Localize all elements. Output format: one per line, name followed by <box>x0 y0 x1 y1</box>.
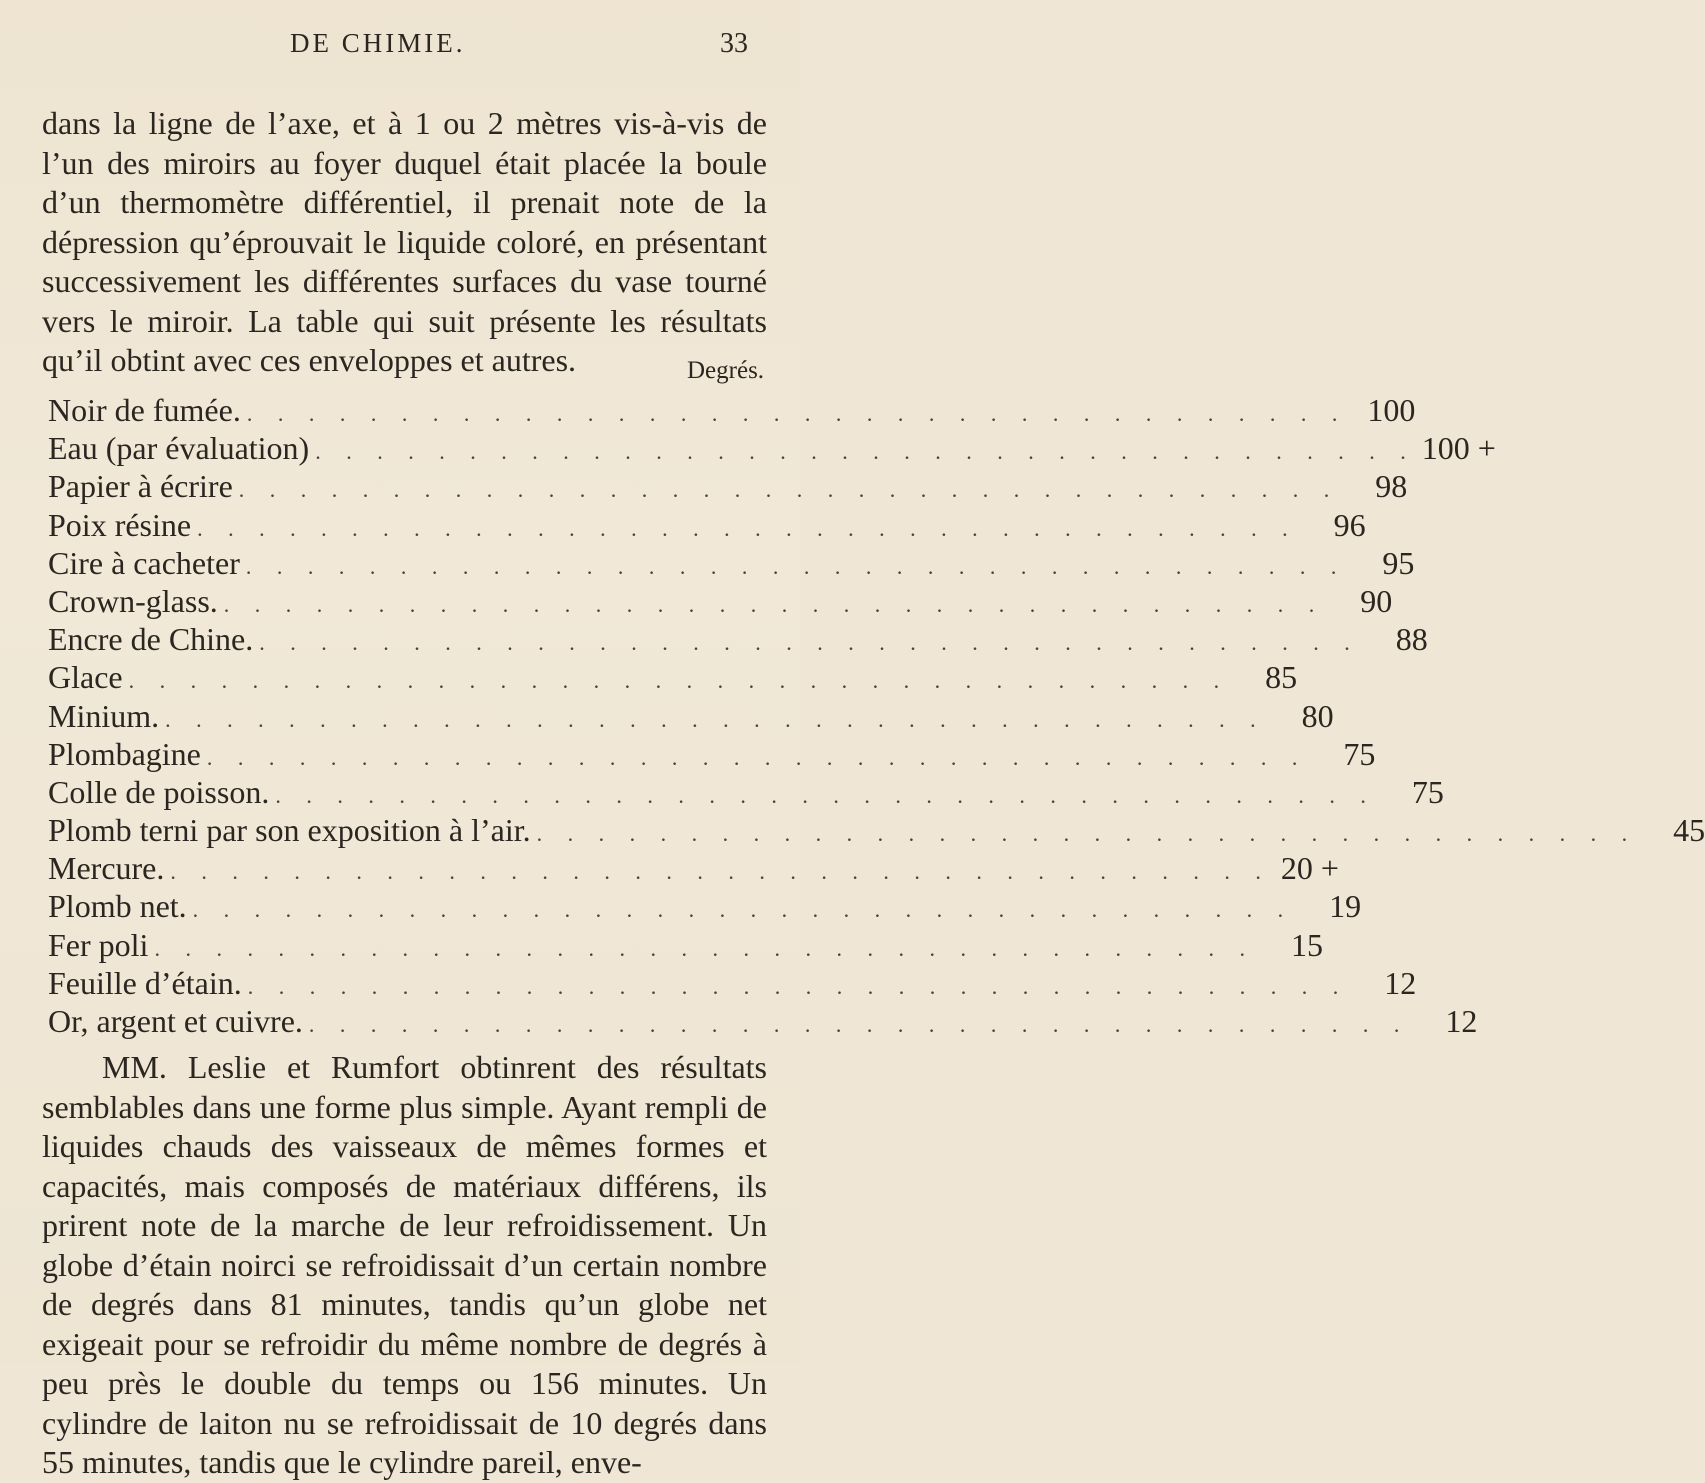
dot-leader: . . . . . . . . . . . . . . . . . . . . . . . . . . . . . . . . . . . . <box>165 706 1266 732</box>
table-row <box>48 926 1323 965</box>
row-value: 45 <box>1673 812 1705 849</box>
table-row <box>48 430 1496 468</box>
row-label: Feuille d’étain. <box>48 964 242 1001</box>
outro-paragraph: MM. Leslie et Rumfort obtinrent des résultats semblables dans une forme plus simple. Ayant rempli de liquides chauds des vaisseaux de mêmes formes et capacités, mais composés de matériaux différens, ils prirent note de la marche de leur refroidissement. Un globe d’étain noirci se refroidissait d’un certain nombre de degrés dans 81 minutes, tandis qu’un globe net exigeait pour se refroidir du même nombre de degrés à peu près le double du temps ou 156 minutes. Un cylindre de laiton nu se refroidissait de 10 degrés dans 55 minutes, tandis que le cylindre pareil, enve- <box>42 1049 767 1480</box>
dot-leader: . . . . . . . . . . . . . . . . . . . . . . . . . . . . . . . . . . . . <box>308 1012 1410 1037</box>
row-value: 100 <box>1367 392 1416 428</box>
row-value: 100 + <box>1421 430 1496 467</box>
table-row <box>48 621 1428 659</box>
row-label: Or, argent et cuivre. <box>48 1003 303 1039</box>
row-value: 12 <box>1445 1003 1478 1039</box>
table-row <box>48 850 1339 888</box>
table-row <box>48 659 1298 697</box>
dot-leader: . . . . . . . . . . . . . . . . . . . . . . . . . . . . . . . . . . . . <box>170 859 1271 885</box>
intro-paragraph: dans la ligne de l’axe, et à 1 ou 2 mètres vis-à-vis de l’un des miroirs au foyer duquel était placée la boule d’un thermomètre différentiel, il prenait note de la dépression qu’éprouvait le liquide coloré, en présentant successivement les différentes surfaces du vase tourné vers le miroir. La table qui suit présente les résultats qu’il obtint avec ces enveloppes et autres. <box>42 105 767 378</box>
dot-leader: . . . . . . . . . . . . . . . . . . . . . . . . . . . . . . . . . . . . <box>246 401 1348 426</box>
row-label: Minium. <box>48 697 160 734</box>
row-label: Mercure. <box>48 850 165 887</box>
table-row <box>48 582 1393 621</box>
dot-leader: . . . . . . . . . . . . . . . . . . . . . . . . . . . . . . . . . . . . <box>238 477 1340 503</box>
row-label: Fer poli <box>48 926 149 963</box>
row-label: Plomb net. <box>48 888 187 925</box>
table-row <box>48 888 1362 926</box>
results-table <box>48 392 1705 1041</box>
row-label: Eau (par évaluation) <box>48 430 310 467</box>
dot-leader: . . . . . . . . . . . . . . . . . . . . . . . . . . . . . . . . . . . . <box>315 439 1416 465</box>
dot-leader: . . . . . . . . . . . . . . . . . . . . . . . . . . . . . . . . . . . . <box>197 515 1298 541</box>
row-label: Colle de poisson. <box>48 773 270 810</box>
table-row <box>48 812 1705 850</box>
row-label: Plomb terni par son exposition à l’air. <box>48 812 531 849</box>
dot-leader: . . . . . . . . . . . . . . . . . . . . . . . . . . . . . . . . . . . . <box>275 782 1376 808</box>
row-label: Glace <box>48 659 123 696</box>
row-value: 12 <box>1384 964 1417 1001</box>
table-row <box>48 392 1416 430</box>
dot-leader: . . . . . . . . . . . . . . . . . . . . . . . . . . . . . . . . . . . . <box>128 668 1230 694</box>
row-value: 75 <box>1411 773 1444 810</box>
row-label: Papier à écrire <box>48 468 233 505</box>
dot-leader: . . . . . . . . . . . . . . . . . . . . . . . . . . . . . . . . . . . . <box>223 591 1325 617</box>
row-label: Poix résine <box>48 506 192 543</box>
row-label: Cire à cacheter <box>48 544 240 581</box>
row-label: Encre de Chine. <box>48 621 254 658</box>
table-row <box>48 468 1408 506</box>
row-value: 90 <box>1360 582 1393 619</box>
row-label: Crown-glass. <box>48 582 218 619</box>
row-value: 85 <box>1265 659 1298 696</box>
row-value: 95 <box>1382 544 1415 581</box>
row-value: 75 <box>1343 735 1376 772</box>
table-row <box>48 506 1366 545</box>
row-value: 88 <box>1395 621 1428 658</box>
table-row <box>48 773 1444 812</box>
table-row <box>48 544 1415 583</box>
dot-leader: . . . . . . . . . . . . . . . . . . . . . . . . . . . . . . . . . . . . <box>154 935 1255 961</box>
running-head <box>0 28 800 68</box>
table-row <box>48 735 1376 774</box>
row-value: 19 <box>1329 888 1362 925</box>
page-number: 33 <box>720 28 748 59</box>
dot-leader: . . . . . . . . . . . . . . . . . . . . . . . . . . . . . . . . . . . . <box>245 553 1347 579</box>
row-label: Plombagine <box>48 735 201 772</box>
table-row <box>48 1003 1478 1041</box>
dot-leader: . . . . . . . . . . . . . . . . . . . . . . . . . . . . . . . . . . . . <box>247 973 1349 999</box>
table-row <box>48 697 1334 736</box>
dot-leader: . . . . . . . . . . . . . . . . . . . . . . . . . . . . . . . . . . . . <box>259 630 1360 656</box>
row-value: 80 <box>1301 697 1334 734</box>
row-value: 98 <box>1375 468 1408 505</box>
row-value: 96 <box>1333 506 1366 543</box>
row-label: Noir de fumée. <box>48 392 241 428</box>
running-title: DE CHIMIE. <box>290 28 466 58</box>
row-value: 15 <box>1290 926 1323 963</box>
dot-leader: . . . . . . . . . . . . . . . . . . . . . . . . . . . . . . . . . . . . <box>206 744 1308 770</box>
table-row <box>48 964 1417 1003</box>
row-value: 20 + <box>1280 850 1339 887</box>
dot-leader: . . . . . . . . . . . . . . . . . . . . . . . . . . . . . . . . . . . . <box>192 897 1294 923</box>
dot-leader: . . . . . . . . . . . . . . . . . . . . . . . . . . . . . . . . . . . . <box>536 821 1638 847</box>
table-column-header: Degrés. <box>687 357 765 384</box>
